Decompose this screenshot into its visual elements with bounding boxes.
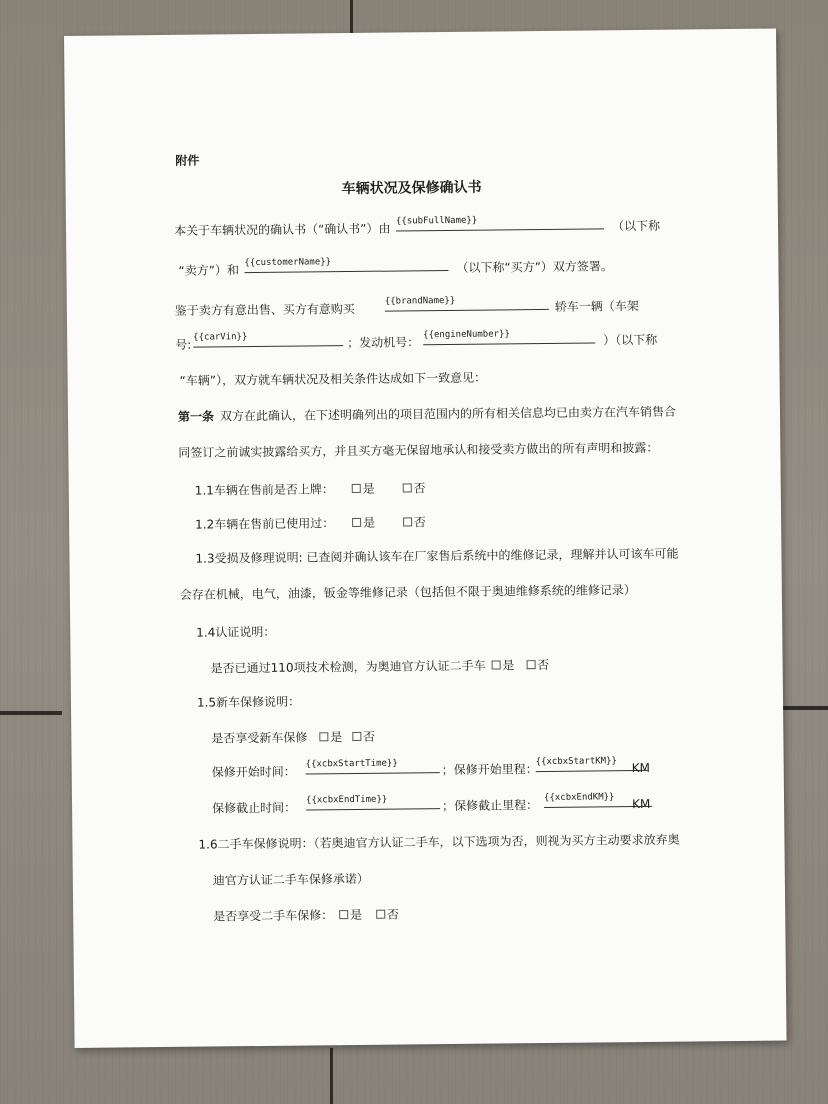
- intro-line-1-start: 本关于车辆状况的确认书（“确认书”）由: [173, 221, 391, 238]
- intro-line-2-end: （以下称“买方”）双方签署。: [456, 259, 613, 275]
- item-1-6-line-2: 迪官方认证二手车保修承诺）: [212, 871, 369, 888]
- article-1-text-line-1: 双方在此确认，在下述明确列出的项目范围内的所有相关信息均已由卖方在汽车销售合: [219, 404, 677, 424]
- item-1-2-label: 1.2车辆在售前已使用过：: [195, 516, 335, 532]
- item-1-5-no-option[interactable]: 否: [350, 729, 375, 745]
- seller-name-field[interactable]: {{subFullName}}: [396, 212, 604, 231]
- warranty-start-km-unit: KM: [631, 760, 651, 776]
- checkbox-icon[interactable]: [491, 660, 500, 669]
- intro-line-4-end: ）（以下称: [603, 332, 658, 348]
- item-1-1-no-option[interactable]: 否: [400, 480, 425, 496]
- warranty-end-time-label: 保修截止时间：: [212, 800, 297, 816]
- item-1-6-no-option[interactable]: 否: [374, 907, 399, 923]
- floor-gap-horizontal-left: [0, 711, 62, 715]
- checkbox-icon[interactable]: [352, 732, 361, 741]
- warranty-start-time-label: 保修开始时间：: [211, 764, 296, 780]
- floor-gap-vertical-bottom: [330, 1048, 333, 1104]
- floor-gap-horizontal-right: [776, 706, 828, 710]
- warranty-start-time-field[interactable]: {{xcbxStartTime}}: [306, 756, 440, 774]
- brand-name-field[interactable]: {{brandName}}: [385, 293, 549, 312]
- item-1-3-line-1: 1.3受损及修理说明: 已查阅并确认该车在厂家售后系统中的维修记录，理解并认可该车可能: [195, 546, 679, 566]
- vin-field[interactable]: {{carVin}}: [193, 329, 343, 348]
- item-1-1-label: 1.1车辆在售前是否上牌：: [194, 482, 334, 498]
- article-1-text-line-2: 同签订之前诚实披露给买方，并且买方毫无保留地承认和接受卖方做出的所有声明和披露：: [178, 440, 659, 460]
- checkbox-icon[interactable]: [352, 518, 361, 527]
- item-1-6-yes-option[interactable]: 是: [337, 907, 362, 923]
- item-1-5-label: 1.5新车保修说明：: [196, 694, 301, 710]
- intro-line-3-end: 轿车一辆（车架: [554, 298, 639, 314]
- checkbox-icon[interactable]: [403, 517, 412, 526]
- article-1-label: 第一条: [177, 409, 215, 424]
- intro-line-4-start: 号:: [175, 337, 192, 352]
- engine-number-field[interactable]: {{engineNumber}}: [423, 326, 595, 345]
- item-1-6-question: 是否享受二手车保修： 是 否: [213, 907, 399, 924]
- item-1-4-label: 1.4认证说明：: [196, 624, 276, 640]
- item-1-2-no-option[interactable]: 否: [401, 514, 426, 530]
- checkbox-icon[interactable]: [526, 660, 535, 669]
- checkbox-icon[interactable]: [352, 484, 361, 493]
- item-1-4-yes-option[interactable]: 是: [489, 657, 514, 673]
- checkbox-icon[interactable]: [319, 732, 328, 741]
- buyer-name-field[interactable]: {{customerName}}: [244, 254, 448, 273]
- warranty-end-km-unit: KM: [632, 796, 651, 812]
- item-1-2: [195, 514, 448, 533]
- intro-line-3-start: 鉴于卖方有意出售、买方有意购买: [174, 301, 355, 318]
- intro-line-5: “车辆”），双方就车辆状况及相关条件达成如下一致意见：: [179, 370, 487, 388]
- item-1-2-yes-option[interactable]: 是: [350, 515, 375, 531]
- item-1-4-question: 是否已通过110项技术检测，为奥迪官方认证二手车 是 否: [210, 657, 550, 676]
- intro-line-1-end: （以下称: [611, 218, 661, 234]
- intro-line-4-mid: ；发动机号：: [347, 335, 420, 351]
- checkbox-icon[interactable]: [339, 910, 348, 919]
- warranty-end-km-field[interactable]: {{xcbxEndKM}}: [544, 790, 652, 808]
- warranty-start-km-label: ；保修开始里程：: [441, 762, 538, 778]
- warranty-end-time-field[interactable]: {{xcbxEndTime}}: [306, 792, 440, 810]
- item-1-4-no-option[interactable]: 否: [524, 657, 549, 673]
- checkbox-icon[interactable]: [402, 483, 411, 492]
- warranty-end-km-label: ；保修截止里程：: [442, 798, 539, 814]
- warranty-start-km-field[interactable]: {{xcbxStartKM}}: [536, 754, 648, 772]
- annex-label: 附件: [175, 153, 200, 168]
- checkbox-icon[interactable]: [376, 910, 385, 919]
- item-1-1: [195, 480, 448, 499]
- document-title: 车辆状况及保修确认书: [341, 179, 482, 198]
- item-1-3-line-2: 会存在机械，电气，油漆，钣金等维修记录（包括但不限于奥迪维修系统的维修记录）: [179, 583, 636, 602]
- document-page: [64, 29, 787, 1048]
- item-1-1-yes-option[interactable]: 是: [350, 481, 375, 497]
- item-1-5-yes-option[interactable]: 是: [317, 729, 342, 745]
- item-1-5-question: 是否享受新车保修 是 否: [211, 729, 376, 746]
- intro-line-2-start: “卖方”）和: [178, 263, 239, 278]
- item-1-6-line-1: 1.6二手车保修说明：（若奥迪官方认证二手车，以下选项为否，则视为买方主动要求放弃奥: [198, 832, 680, 852]
